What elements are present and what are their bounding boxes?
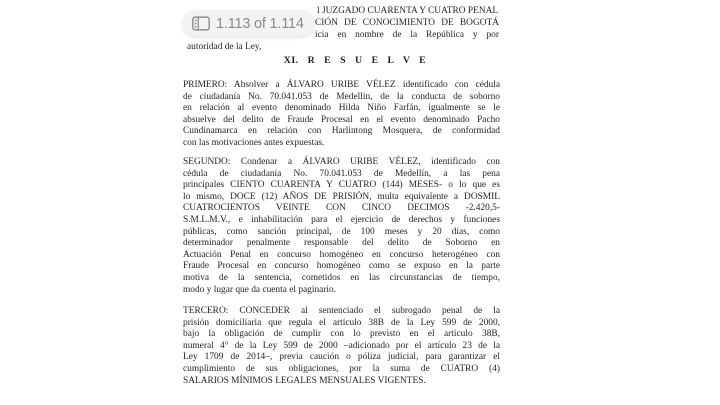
page-indicator[interactable]	[183, 11, 314, 36]
doc-header-fragment-2: CIÓN DE CONOCIMIENTO DE BOGOTÁ	[315, 18, 499, 28]
doc-text-line: modo y lugar que da cuenta el paginario.	[183, 284, 337, 295]
paragraph-tercero	[183, 306, 500, 387]
doc-text-line: cédula de ciudadanía No. 70.041.053 de Medellín, a las pena	[183, 168, 500, 179]
doc-text-line: Actuación Penal en concurso homogéneo en concurso heterogéneo con	[183, 249, 500, 260]
doc-text-line: en relación al evento denominado Hilda Niño Farfán, igualmente se le	[183, 103, 500, 114]
doc-text-line: numeral 4° de la Ley 599 de 2000 –adicionado por el artículo 23 de la	[183, 340, 500, 351]
paragraph-primero	[183, 80, 500, 150]
doc-text-line: cumplimiento de sus obligaciones, por la suma de CUATRO (4)	[183, 363, 500, 374]
section-heading-resuelve	[183, 55, 500, 67]
doc-text-line: bajo la obligación de cumplir con lo previsto en el artículo 38B,	[183, 329, 500, 340]
doc-text-line: S.M.L.M.V., e inhabilitación para el ejercicio de derechos y funciones	[183, 214, 500, 225]
doc-text-line: CUATROCIENTOS VEINTE CON CINCO DECIMOS -2.420,5-	[183, 203, 500, 214]
paragraph-segundo	[183, 157, 500, 296]
doc-text-line: lo mismo, DOCE (12) AÑOS DE PRISIÓN, multa equivalente a DOSMIL	[183, 191, 500, 202]
doc-text-line: SALARIOS MÍNIMOS LEGALES MENSUALES VIGENTES.	[183, 375, 426, 386]
doc-header-fragment-3: icia en nombre de la República y por	[315, 30, 499, 40]
doc-text-line: Fraude Procesal en concurso homogéneo como se expuso en la parte	[183, 261, 500, 272]
doc-text-line: motiva de la sentencia, cometidos en las circunstancias de tiempo,	[183, 272, 500, 283]
section-heading-title: R E S U E L V E	[307, 55, 430, 66]
doc-text-line: prisión domiciliaria que regula el artículo 38B de la Ley 599 de 2000,	[183, 317, 500, 328]
doc-text-line: Ley 1709 de 2014–, previa caución o póliza judicial, para garantizar el	[183, 352, 500, 363]
doc-text-line: absuelve del delito de Fraude Procesal en el evento denominado Pacho	[183, 114, 500, 125]
doc-header-fragment-1: l JUZGADO CUARENTA Y CUATRO PENAL	[317, 6, 499, 16]
doc-text-line: determinador penalmente responsable del delito de Soborno en	[183, 238, 500, 249]
doc-header-fragment-4: autoridad de la Ley,	[187, 42, 262, 52]
doc-text-line: de ciudadanía No. 70.041.053 de Medellín, de la conducta de soborno	[183, 91, 500, 102]
doc-text-line: principales CIENTO CUARENTA Y CUATRO (144) MESES- o lo que es	[183, 180, 500, 191]
doc-text-line: Cundinamarca en relación con Harlintong Mosquera, de conformidad	[183, 126, 500, 137]
doc-text-line: PRIMERO: Absolver a ÁLVARO URIBE VÉLEZ identificado con cédula	[183, 80, 500, 90]
doc-text-line: públicas, como sanción principal, de 100 meses y 20 días, como	[183, 226, 500, 237]
page-indicator-label: 1.113 of 1.114	[216, 15, 304, 32]
section-heading-number: XI.	[283, 55, 299, 66]
page-thumbnails-icon	[192, 16, 210, 31]
doc-text-line: con las motivaciones antes expuestas.	[183, 137, 325, 148]
doc-text-line: SEGUNDO: Condenar a ÁLVARO URIBE VÉLEZ, identificado con	[183, 157, 500, 167]
doc-text-line: TERCERO: CONCEDER al sentenciado el subrogado penal de la	[183, 306, 500, 316]
